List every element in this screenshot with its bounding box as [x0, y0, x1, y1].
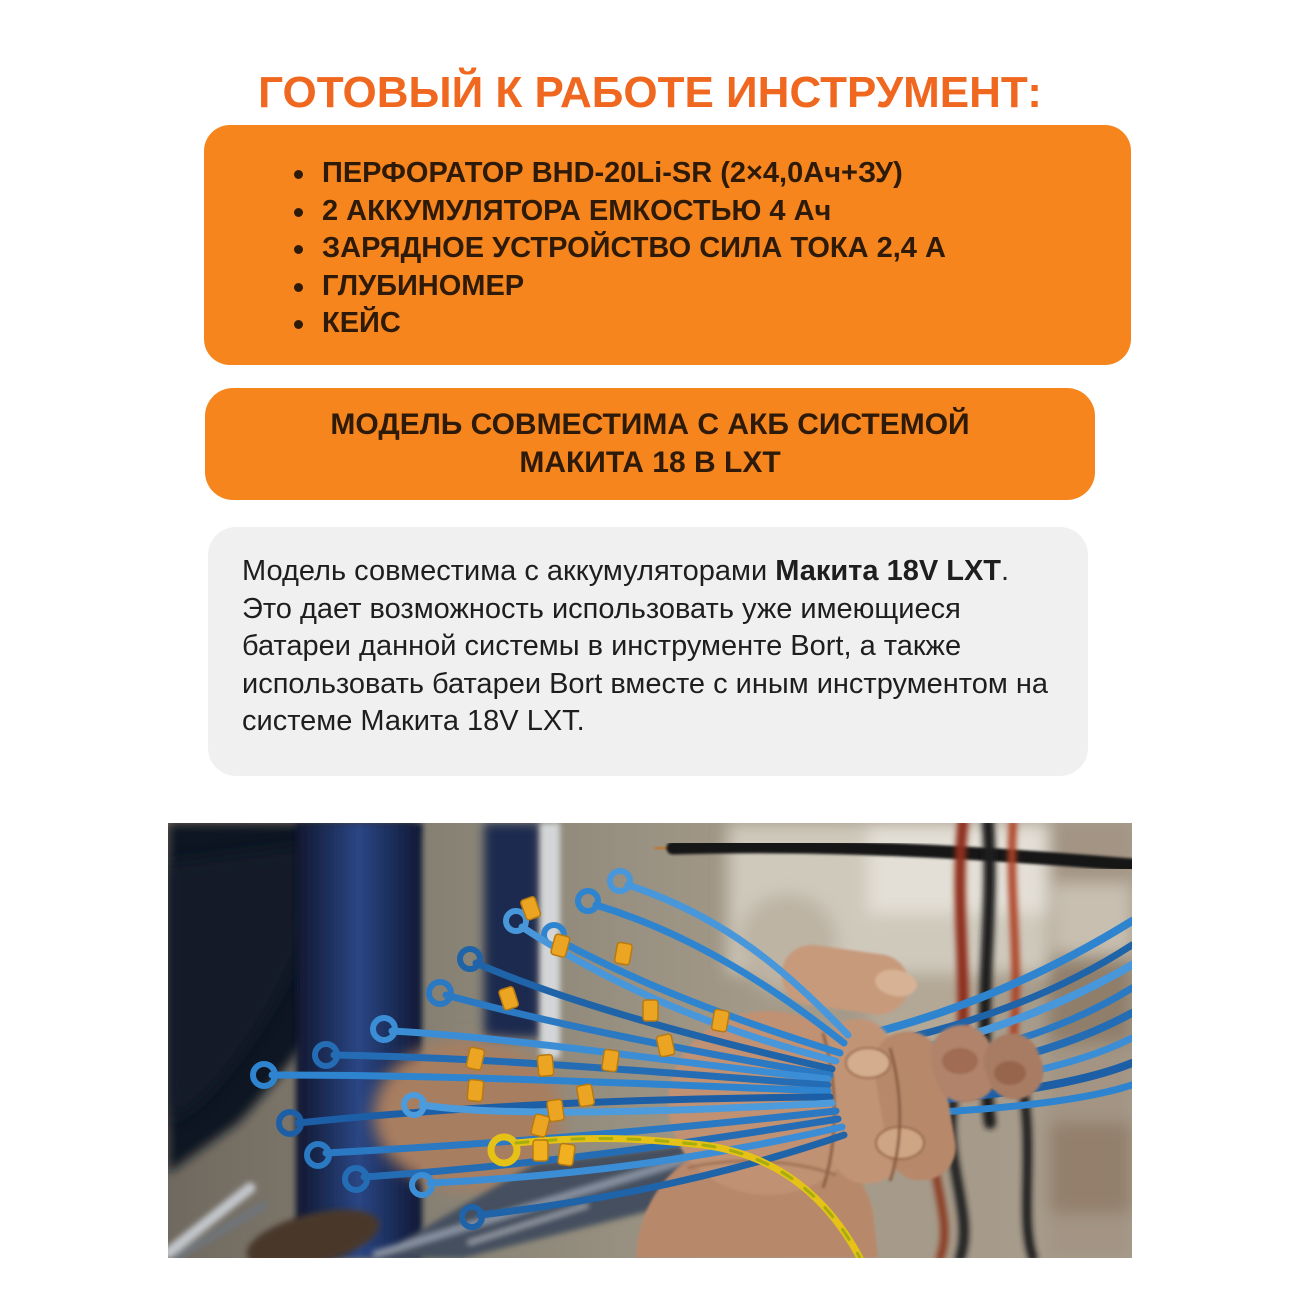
info-text-after: . Это дает возможность использовать уже имеющиеся батареи данной системы в инструменте Bort, а также использовать батареи Bort вместе с иным инструментом на системе Макита 18V LXT. — [242, 555, 1048, 738]
feature-item-label: ГЛУБИНОМЕР — [322, 269, 525, 302]
bullet-dot-icon — [294, 283, 303, 292]
feature-item-label: ЗАРЯДНОЕ УСТРОЙСТВО СИЛА ТОКА 2,4 А — [322, 232, 946, 265]
compat-banner — [205, 388, 1095, 500]
list-item — [292, 155, 1101, 193]
list-item — [292, 305, 1101, 343]
bullet-dot-icon — [294, 320, 303, 329]
blue-pole — [296, 823, 422, 1258]
feature-item-label: 2 АККУМУЛЯТОРА ЕМКОСТЬЮ 4 Ач — [322, 194, 832, 227]
list-item — [292, 230, 1101, 268]
banner-line-2: МАКИТА 18 В LXT — [519, 446, 781, 479]
info-text-prefix: Модель совместима с аккумуляторами — [242, 555, 776, 587]
electrician-photo-svg — [168, 823, 1132, 1258]
list-item — [292, 268, 1101, 306]
page-title: ГОТОВЫЙ К РАБОТЕ ИНСТРУМЕНТ: — [258, 68, 1042, 118]
banner-line-1: МОДЕЛЬ СОВМЕСТИМА С АКБ СИСТЕМОЙ — [330, 408, 970, 441]
product-photo — [168, 823, 1132, 1258]
feature-item-label: КЕЙС — [322, 307, 401, 340]
info-text-bold: Макита 18V LXT — [775, 555, 1002, 587]
bullet-dot-icon — [294, 208, 303, 217]
bullet-dot-icon — [294, 170, 303, 179]
list-item — [292, 193, 1101, 231]
info-text — [242, 553, 1050, 741]
info-card — [208, 527, 1088, 776]
feature-item-label: ПЕРФОРАТОР BHD-20Li-SR (2×4,0Ач+ЗУ) — [322, 157, 903, 189]
features-card — [204, 125, 1131, 365]
feature-list — [292, 155, 1101, 343]
bullet-dot-icon — [294, 245, 303, 254]
